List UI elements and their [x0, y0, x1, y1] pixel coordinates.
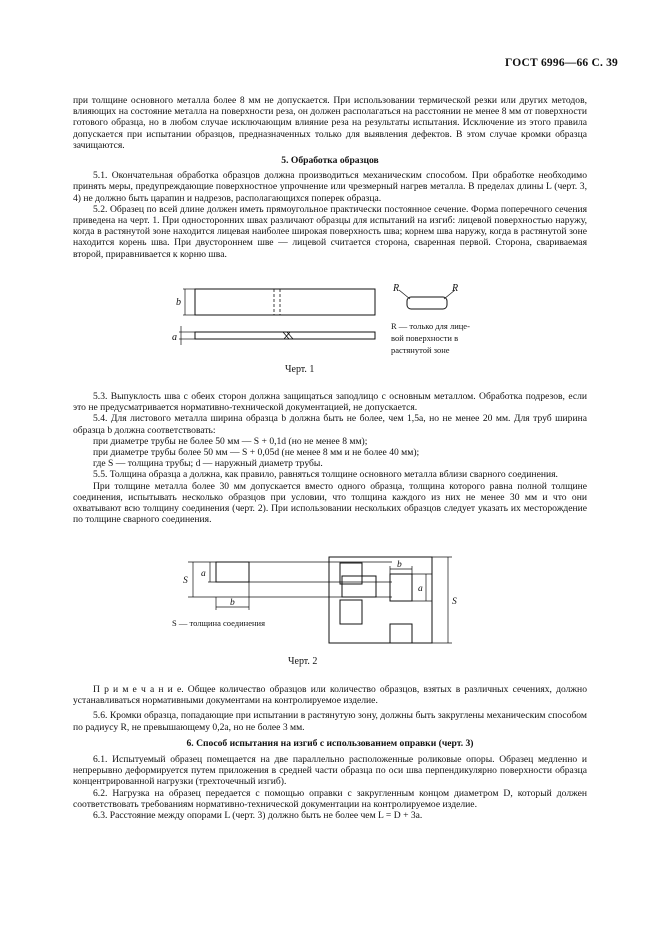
specimen-right-3: [340, 600, 362, 624]
label-b: b: [176, 297, 181, 308]
paragraph-5-5: 5.5. Толщина образца a должна, как правило, равняться толщине основного металла вблизи сварного соединения.: [93, 469, 558, 481]
note-r-line3: растянутой зоне: [391, 345, 450, 355]
paragraph-6-3: 6.3. Расстояние между опорами L (черт. 3) должно быть не более чем L = D + 3a.: [93, 810, 423, 822]
fig2-label-a-right: a: [418, 584, 423, 594]
section-5-title: 5. Обработка образцов: [281, 155, 379, 167]
figure-2-caption: Черт. 2: [288, 656, 318, 667]
paragraph-5-4-item-1: при диаметре трубы не более 50 мм — S + 0,1d (но не менее 8 мм);: [93, 435, 368, 447]
weld-hatch: [283, 332, 293, 339]
note-paragraph: П р и м е ч а н и е. Общее количество образцов или количество образцов, взятых в различных сечениях, должно устанавливаться нормативными документами на контролируемое изделие.: [73, 684, 587, 707]
text-block-top: [73, 95, 587, 260]
fig2-label-s-left: S: [183, 576, 188, 586]
paragraph-6-1: 6.1. Испытуемый образец помещается на две параллельно расположенные роликовые опоры. Образец медленно и непрерывно деформируется путем приложения в средней части образца по оси шва перпендикулярно поверхности образца концентрированной нагрузки (трехточечный изгиб).: [73, 754, 587, 788]
plate-top-view: [195, 289, 375, 315]
text-block-bottom: [73, 684, 587, 821]
rounded-section: [407, 297, 447, 309]
fig2-label-s-right: S: [452, 597, 457, 607]
paragraph-5-3: 5.3. Выпуклость шва с обеих сторон должна защищаться заподлицо с основным металлом. Обработка подрезов, если это не предусматривается нормативно-технической документацией, не допускается.: [73, 391, 587, 414]
figure-1: [0, 280, 661, 375]
paragraph-5-1: 5.1. Окончательная обработка образцов должна производиться механическим способом. При обработке необходимо принять меры, предупреждающие поверхностное упрочнение или чрезмерный нагрев металла. В пределах длины L (черт. 3, 4) не должно быть царапин и надрезов, располагающихся поперек образца.: [73, 170, 587, 204]
fig2-label-b-left: b: [230, 598, 235, 608]
fig2-label-b-right: b: [397, 560, 402, 570]
page-header: ГОСТ 6996—66 С. 39: [505, 57, 618, 69]
fig2-note: S — толщина соединения: [172, 618, 265, 628]
figure-2: [0, 554, 661, 669]
paragraph-5-4: 5.4. Для листового металла ширина образца b должна быть не более, чем 1,5a, но не менее 20 мм. Для труб ширина образца b должна соответствовать:: [73, 413, 587, 436]
paragraph-5-2: 5.2. Образец по всей длине должен иметь прямоугольное практически постоянное сечение. Форма поперечного сечения приведена на черт. 1. При односторонних швах различают образцы для испытаний на изгиб: лицевой поверхностью наружу, когда в растянутой зоне находится лицевая наиболее широкая поверхность шва; корнем шва наружу, когда в растянутой зоне находится корень шва. При двустороннем шве — лицевой считается сторона, сваренная первой. Сторона, свариваемая второй, приравнивается к корню шва.: [73, 203, 587, 260]
note-r-line1: R — только для лице-: [391, 321, 470, 331]
specimen-right-4: [390, 624, 412, 643]
label-a: a: [172, 332, 177, 343]
text-block-middle: [73, 391, 587, 525]
specimen-right-2: [390, 574, 412, 601]
label-r-left: R: [393, 283, 400, 294]
specimen-left-top: [216, 562, 249, 582]
paragraph-5-4-item-3: где S — толщина трубы; d — наружный диаметр трубы.: [93, 458, 323, 470]
paragraph-5-4-item-2: при диаметре трубы более 50 мм — S + 0,05d (не менее 8 мм и не более 40 мм);: [93, 447, 420, 459]
intro-paragraph: при толщине основного металла более 8 мм не допускается. При использовании термической резки или других методов, влияющих на состояние металла на поверхности реза, он должен располагаться на расстоянии не менее 8 мм от поверхности готового образца, но в любом случае исключающим влияние реза на результаты испытания. Исключение из этого правила допускается при испытании образцов, предназначенных только для выявления дефектов. В этом случае кромки образца зачищаются.: [73, 95, 587, 151]
fig2-label-a-left: a: [201, 569, 206, 579]
paragraph-5-6: 5.6. Кромки образца, попадающие при испытании в растянутую зону, должны быть закруглены механическим способом по радиусу R, не превышающему 0,2a, но не более 3 мм.: [73, 710, 587, 733]
paragraph-5-5-continued: При толщине металла более 30 мм допускается вместо одного образца, толщина которого равна полной толщине соединения, испытывать несколько образцов при условии, что толщина каждого из них не менее 30 мм и что они охватывают всю толщину соединения (черт. 2). При использовании нескольких образцов следует указать их месторождение по толщине сварного соединения.: [73, 480, 587, 526]
note-r-line2: вой поверхности в: [391, 333, 459, 343]
specimen-left-bottom: [342, 576, 376, 597]
figure-1-caption: Черт. 1: [285, 364, 315, 375]
specimen-right-1: [340, 563, 362, 584]
label-r-right: R: [452, 283, 459, 294]
section-6-title: 6. Способ испытания на изгиб с использованием оправки (черт. 3): [186, 737, 474, 749]
paragraph-6-2: 6.2. Нагрузка на образец передается с помощью оправки с закругленным концом диаметром D, который должен соответствовать требованиям нормативно-технической документации на контролируемое изделие.: [73, 787, 587, 810]
